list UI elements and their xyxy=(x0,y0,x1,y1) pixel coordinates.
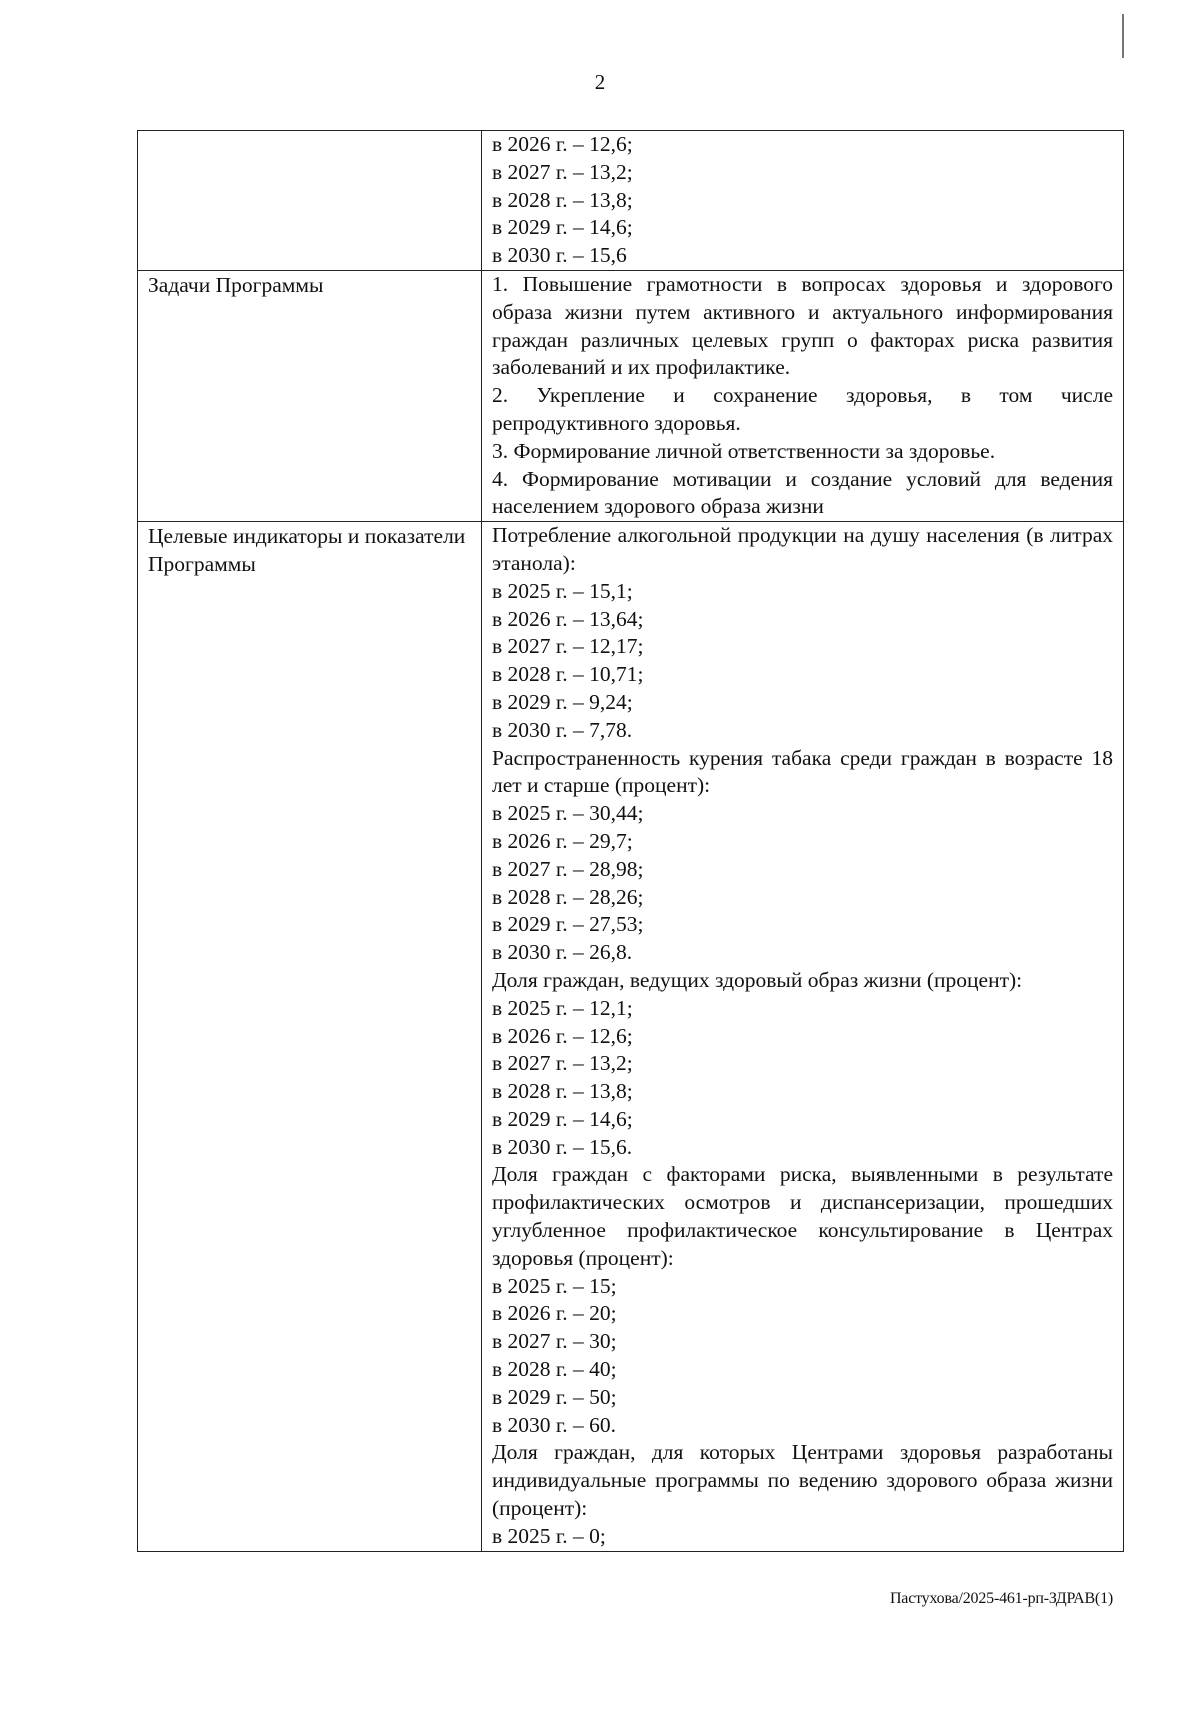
value-line: в 2027 г. – 13,2; xyxy=(492,1051,633,1076)
value-line: в 2025 г. – 0; xyxy=(492,1523,606,1548)
value-line: в 2030 г. – 26,8. xyxy=(492,940,633,965)
value-line: в 2029 г. – 14,6; xyxy=(492,1106,633,1131)
value-line: в 2025 г. – 15; xyxy=(492,1273,617,1298)
indicator-title: Потребление алкогольной продукции на душу населения (в литрах этанола): xyxy=(492,523,1113,575)
value-line: в 2025 г. – 30,44; xyxy=(492,801,644,826)
row-content-cell xyxy=(482,522,1124,1551)
row-label: Задачи Программы xyxy=(148,272,324,297)
value-line: в 2027 г. – 30; xyxy=(492,1329,617,1354)
indicator-title: Доля граждан, ведущих здоровый образ жизни (процент): xyxy=(492,967,1023,992)
row-content-cell xyxy=(482,270,1124,521)
value-line: в 2028 г. – 28,26; xyxy=(492,884,644,909)
task-item: 2. Укрепление и сохранение здоровья, в том числе репродуктивного здоровья. xyxy=(492,383,1113,435)
row-content-cell xyxy=(482,131,1124,271)
indicator-title: Распространенность курения табака среди граждан в возрасте 18 лет и старше (процент): xyxy=(492,745,1113,798)
indicator-title: Доля граждан с факторами риска, выявленными в результате профилактических осмотров и диспансеризации, прошедших углубленное профилактическое консультирование в Центрах здоровья (процент): xyxy=(492,1162,1113,1270)
table-row xyxy=(138,522,1124,1551)
value-line: в 2030 г. – 15,6. xyxy=(492,1134,633,1159)
task-item: 1. Повышение грамотности в вопросах здоровья и здорового образа жизни путем активного и актуального информирования граждан различных целевых групп о факторах риска развития заболеваний и их профилактике. xyxy=(492,271,1113,380)
value-line: в 2025 г. – 15,1; xyxy=(492,578,633,603)
scan-edge-mark xyxy=(1122,14,1124,58)
indicator-individual-programs xyxy=(492,1439,1113,1550)
value-line: в 2026 г. – 20; xyxy=(492,1301,617,1326)
task-item: 3. Формирование личной ответственности за здоровье. xyxy=(492,438,996,463)
value-line: в 2028 г. – 10,71; xyxy=(492,662,644,687)
value-line: в 2030 г. – 60. xyxy=(492,1412,617,1437)
value-line: в 2027 г. – 13,2; xyxy=(492,159,633,184)
indicator-alcohol xyxy=(492,522,1113,744)
value-line: в 2029 г. – 14,6; xyxy=(492,215,633,240)
value-line: в 2029 г. – 9,24; xyxy=(492,689,633,714)
indicator-title: Доля граждан, для которых Центрами здоровья разработаны индивидуальные программы по ведению здорового образа жизни (процент): xyxy=(492,1440,1113,1521)
value-line: в 2028 г. – 40; xyxy=(492,1357,617,1382)
value-line: в 2029 г. – 50; xyxy=(492,1384,617,1409)
value-line: в 2026 г. – 13,64; xyxy=(492,606,644,631)
row-label-cell xyxy=(138,270,482,521)
page-number: 2 xyxy=(594,70,606,94)
value-line: в 2026 г. – 12,6; xyxy=(492,1023,633,1048)
task-item: 4. Формирование мотивации и создание условий для ведения населением здорового образа жизни xyxy=(492,466,1113,519)
row-label-cell xyxy=(138,522,482,1551)
table-row xyxy=(138,270,1124,521)
program-passport-table xyxy=(137,130,1124,1552)
indicator-healthy-lifestyle xyxy=(492,967,1113,1162)
document-code: Пастухова/2025-461-рп-ЗДРАВ(1) xyxy=(889,1590,1113,1607)
value-line: в 2029 г. – 27,53; xyxy=(492,912,644,937)
table-row xyxy=(138,131,1124,271)
indicator-smoking xyxy=(492,745,1113,967)
value-line: в 2030 г. – 7,78. xyxy=(492,717,633,742)
value-line: в 2026 г. – 29,7; xyxy=(492,828,633,853)
value-line: в 2026 г. – 12,6; xyxy=(492,132,633,156)
value-line: в 2028 г. – 13,8; xyxy=(492,187,633,212)
value-line: в 2028 г. – 13,8; xyxy=(492,1079,633,1104)
value-line: в 2027 г. – 12,17; xyxy=(492,634,644,659)
value-line: в 2025 г. – 12,1; xyxy=(492,995,633,1020)
row-label: Целевые индикаторы и показатели Программы xyxy=(148,524,466,576)
indicator-risk-consulting xyxy=(492,1161,1113,1439)
value-line: в 2027 г. – 28,98; xyxy=(492,856,644,881)
row-label-cell xyxy=(138,131,482,271)
value-line: в 2030 г. – 15,6 xyxy=(492,243,627,268)
